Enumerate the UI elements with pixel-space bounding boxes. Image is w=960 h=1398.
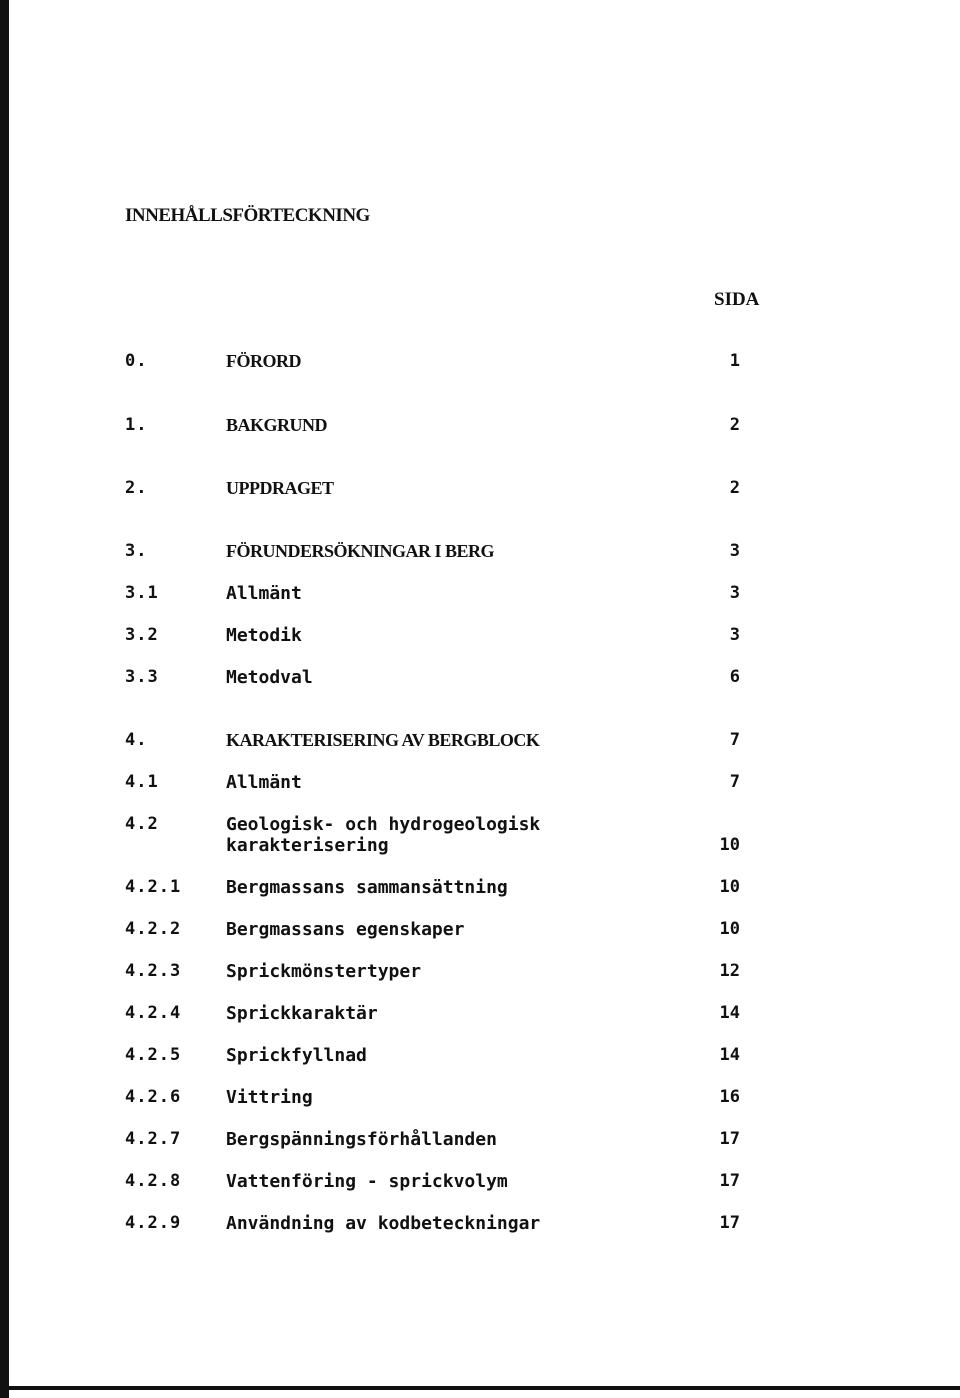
- toc-entry[interactable]: [0, 877, 960, 901]
- toc-page: 14: [719, 1045, 740, 1065]
- toc-title: Sprickfyllnad: [226, 1045, 367, 1066]
- toc-title-line1: Geologisk- och hydrogeologisk: [226, 814, 541, 835]
- toc-page: 3: [729, 625, 740, 645]
- toc-entry[interactable]: [0, 961, 960, 985]
- toc-page: 2: [729, 415, 740, 435]
- toc-number: 4.2.1: [125, 877, 182, 897]
- toc-page: 17: [719, 1213, 740, 1233]
- toc-page: 3: [729, 541, 740, 561]
- toc-title: Metodval: [226, 667, 313, 688]
- toc-number: 4.1: [125, 772, 159, 792]
- toc-title: Bergspänningsförhållanden: [226, 1129, 497, 1150]
- toc-title: Metodik: [226, 625, 302, 646]
- toc-page: 17: [719, 1171, 740, 1191]
- toc-entry[interactable]: [0, 1045, 960, 1069]
- toc-entry[interactable]: [0, 772, 960, 796]
- toc-number: 4.2.5: [125, 1045, 182, 1065]
- toc-page: 17: [719, 1129, 740, 1149]
- toc-number: 0.: [125, 351, 148, 371]
- toc-number: 4.2.3: [125, 961, 182, 981]
- toc-page: 10: [719, 877, 740, 897]
- toc-number: 4.2.9: [125, 1213, 182, 1233]
- page-column-header: SIDA: [714, 289, 760, 310]
- toc-number: 4.2.4: [125, 1003, 182, 1023]
- toc-page: 12: [719, 961, 740, 981]
- toc-page: 7: [729, 772, 740, 792]
- toc-number: 1.: [125, 415, 148, 435]
- toc-page: 10: [719, 835, 740, 855]
- toc-title: Sprickkaraktär: [226, 1003, 378, 1024]
- toc-title: Bergmassans egenskaper: [226, 919, 465, 940]
- toc-number: 3.: [125, 541, 148, 561]
- toc-number: 2.: [125, 478, 148, 498]
- toc-entry[interactable]: [0, 478, 960, 502]
- toc-page: 7: [729, 730, 740, 750]
- toc-number: 4.2.7: [125, 1129, 182, 1149]
- toc-page: 6: [729, 667, 740, 687]
- toc-title: FÖRORD: [226, 351, 301, 371]
- toc-title: Allmänt: [226, 583, 302, 604]
- toc-title-line2: karakterisering: [226, 835, 389, 856]
- page-title: INNEHÅLLSFÖRTECKNING: [125, 205, 370, 226]
- toc-title: FÖRUNDERSÖKNINGAR I BERG: [226, 541, 495, 561]
- toc-page: 3: [729, 583, 740, 603]
- toc-entry[interactable]: [0, 1087, 960, 1111]
- toc-entry[interactable]: [0, 583, 960, 607]
- toc-title: KARAKTERISERING AV BERGBLOCK: [226, 730, 540, 750]
- toc-entry[interactable]: [0, 1171, 960, 1195]
- toc-number: 4.: [125, 730, 148, 750]
- toc-entry[interactable]: [0, 541, 960, 565]
- toc-entry[interactable]: [0, 730, 960, 754]
- toc-entry[interactable]: [0, 415, 960, 439]
- toc-entry[interactable]: [0, 351, 960, 375]
- toc-title: Sprickmönstertyper: [226, 961, 422, 982]
- toc-title: Vittring: [226, 1087, 313, 1108]
- toc-title: Bergmassans sammansättning: [226, 877, 508, 898]
- toc-page: 1: [729, 351, 740, 371]
- toc-entry[interactable]: [0, 625, 960, 649]
- toc-page: 14: [719, 1003, 740, 1023]
- toc-title: BAKGRUND: [226, 415, 328, 435]
- toc-number: 4.2.2: [125, 919, 182, 939]
- toc-page: 2: [729, 478, 740, 498]
- toc-title: [226, 814, 540, 856]
- toc-entry[interactable]: [0, 919, 960, 943]
- toc-entry[interactable]: [0, 1003, 960, 1027]
- toc-title: Användning av kodbeteckningar: [226, 1213, 541, 1234]
- toc-page: 16: [719, 1087, 740, 1107]
- toc-page: 10: [719, 919, 740, 939]
- scan-bottom-edge: [8, 1386, 960, 1390]
- toc-entry[interactable]: [0, 1129, 960, 1153]
- toc-number: 3.1: [125, 583, 159, 603]
- toc-number: 4.2: [125, 814, 159, 834]
- toc-title: UPPDRAGET: [226, 478, 334, 498]
- toc-entry[interactable]: [0, 1213, 960, 1237]
- toc-title: Allmänt: [226, 772, 302, 793]
- toc-entry[interactable]: [0, 667, 960, 691]
- toc-number: 3.3: [125, 667, 159, 687]
- toc-number: 4.2.6: [125, 1087, 182, 1107]
- toc-number: 4.2.8: [125, 1171, 182, 1191]
- toc-entry[interactable]: [0, 814, 960, 860]
- toc-number: 3.2: [125, 625, 159, 645]
- toc-title: Vattenföring - sprickvolym: [226, 1171, 508, 1192]
